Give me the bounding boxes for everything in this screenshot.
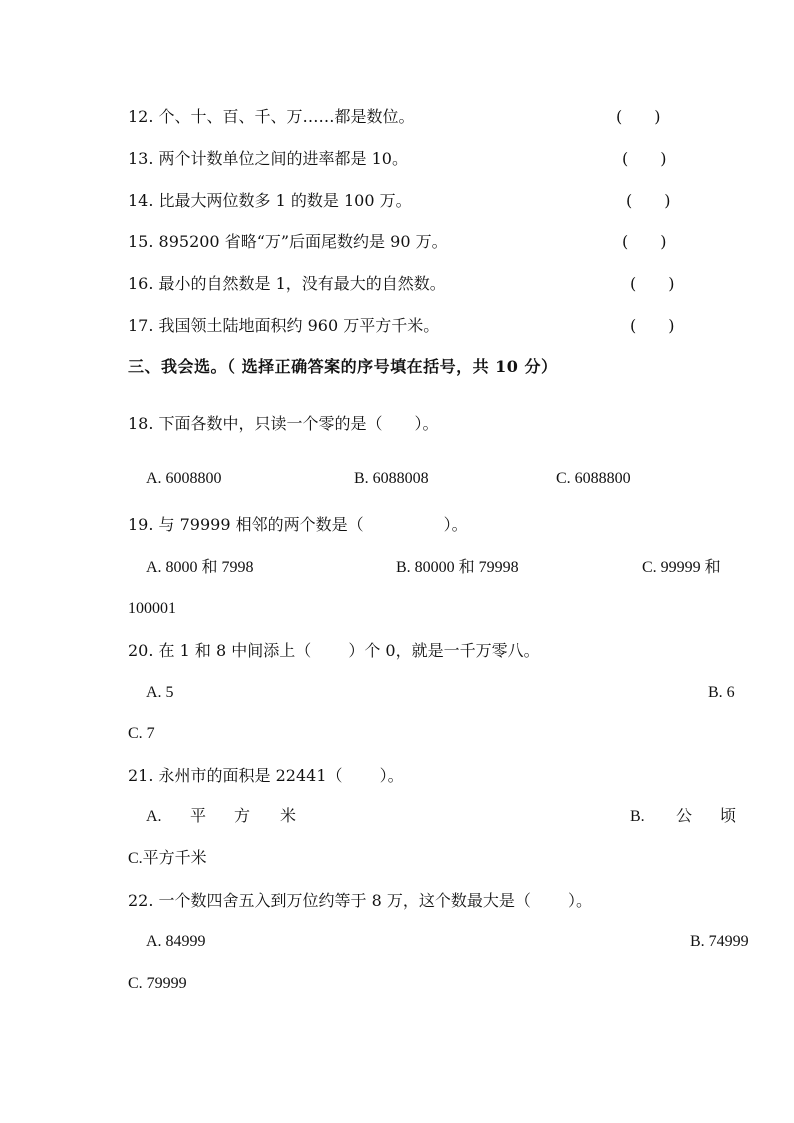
option-19-a[interactable]: A. 8000 和 7998 [146,559,254,576]
option-19-b[interactable]: B. 80000 和 79998 [396,559,519,576]
question-14: 14. 比最大两位数多 1 的数是 100 万。 [128,191,412,210]
question-21: 21. 永州市的面积是 22441（ ）。 [128,766,404,785]
option-22-c[interactable]: C. 79999 [128,975,187,992]
option-19-c[interactable]: C. 99999 和 [642,559,721,576]
option-21-b-char-2: 顷 [720,808,737,825]
option-19-c-continued: 100001 [128,600,176,617]
option-20-c[interactable]: C. 7 [128,725,155,742]
answer-paren-13[interactable]: ( ) [622,149,667,168]
option-18-c[interactable]: C. 6088800 [556,470,631,487]
option-22-a[interactable]: A. 84999 [146,933,206,950]
question-22: 22. 一个数四舍五入到万位约等于 8 万，这个数最大是（ ）。 [128,891,592,910]
answer-paren-16[interactable]: ( ) [630,274,675,293]
answer-paren-14[interactable]: ( ) [626,191,671,210]
question-12: 12. 个、十、百、千、万……都是数位。 [128,107,415,126]
option-21-b-label[interactable]: B. [630,808,645,825]
option-22-b[interactable]: B. 74999 [690,933,749,950]
question-20: 20. 在 1 和 8 中间添上（ ）个 0，就是一千万零八。 [128,641,540,660]
option-21-a-char-3: 米 [280,808,297,825]
option-18-b[interactable]: B. 6088008 [354,470,429,487]
question-13: 13. 两个计数单位之间的进率都是 10。 [128,149,408,168]
option-21-c[interactable]: C.平方千米 [128,850,207,867]
option-20-b[interactable]: B. 6 [708,684,735,701]
option-21-a-char-2: 方 [234,808,251,825]
question-17: 17. 我国领土陆地面积约 960 万平方千米。 [128,316,440,335]
answer-paren-17[interactable]: ( ) [630,316,675,335]
option-21-a-label[interactable]: A. [146,808,162,825]
option-18-a[interactable]: A. 6008800 [146,470,222,487]
question-15: 15. 895200 省略“万”后面尾数约是 90 万。 [128,232,448,251]
answer-paren-15[interactable]: ( ) [622,232,667,251]
section-3-title: 三、我会选。（ 选择正确答案的序号填在括号，共 10 分） [128,357,558,376]
question-18: 18. 下面各数中，只读一个零的是（ ）。 [128,414,439,433]
question-19: 19. 与 79999 相邻的两个数是（ ）。 [128,515,468,534]
option-21-b-char-1: 公 [676,808,693,825]
answer-paren-12[interactable]: ( ) [616,107,661,126]
option-21-a-char-1: 平 [190,808,207,825]
question-16: 16. 最小的自然数是 1，没有最大的自然数。 [128,274,446,293]
option-20-a[interactable]: A. 5 [146,684,174,701]
